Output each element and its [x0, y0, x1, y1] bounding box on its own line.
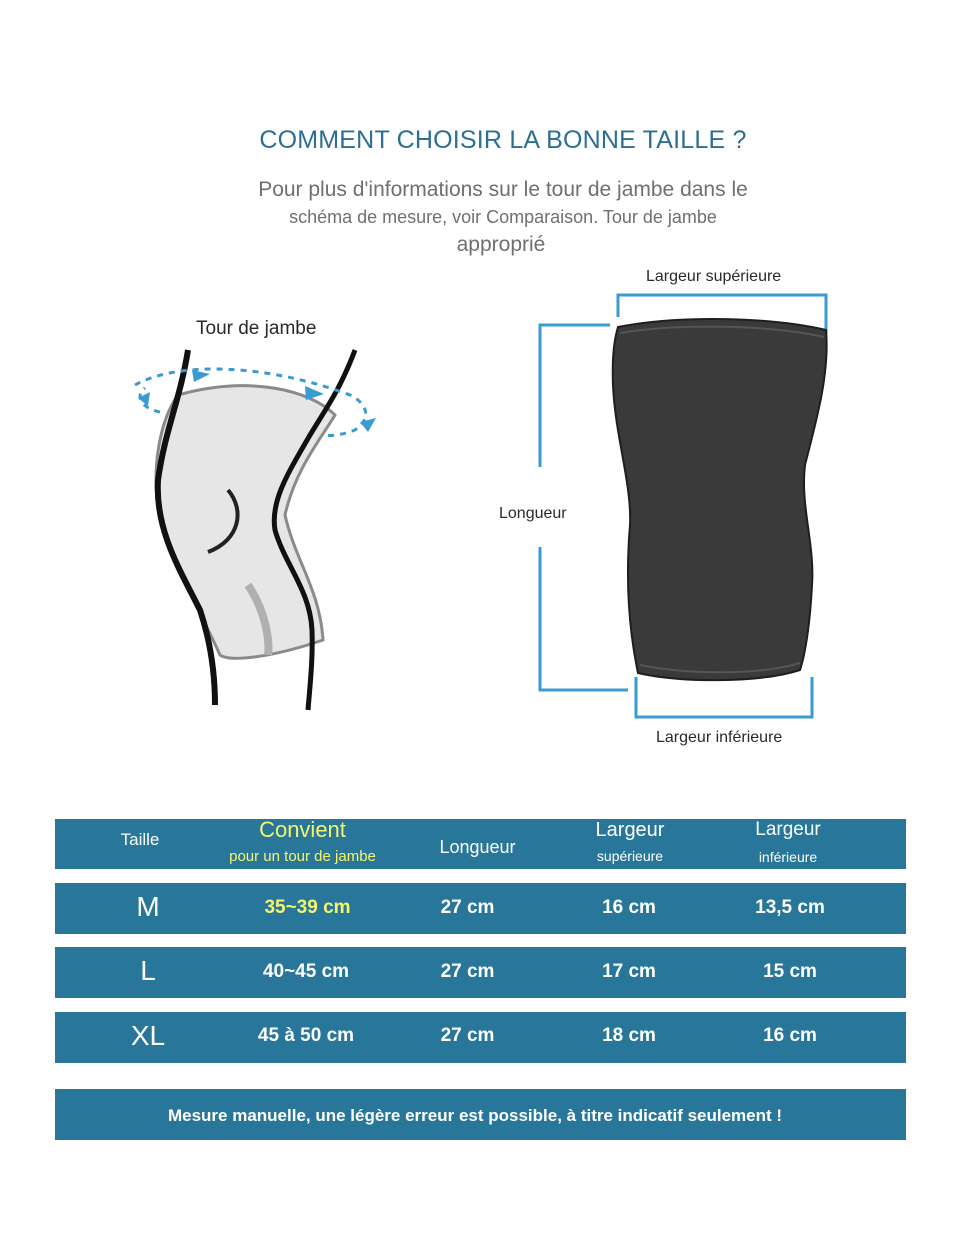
- top-width-cell: 17 cm: [602, 961, 656, 982]
- col-top-width-subheader: supérieure: [596, 848, 664, 864]
- col-top-width-header: Largeur: [595, 819, 665, 841]
- length-bracket-bottom: [540, 547, 628, 690]
- subtitle-line-2: schéma de mesure, voir Comparaison. Tour de jambe: [289, 207, 717, 227]
- bottom-width-cell: 13,5 cm: [755, 897, 825, 918]
- disclaimer-text: Mesure manuelle, une légère erreur est possible, à titre indicatif seulement !: [167, 1106, 783, 1125]
- col-bottom-width-header: Largeur: [755, 819, 821, 840]
- length-cell: 27 cm: [440, 1025, 495, 1046]
- bottom-width-cell: 15 cm: [763, 961, 817, 982]
- subtitle-line-3: approprié: [456, 233, 546, 256]
- length-cell: 27 cm: [440, 961, 495, 982]
- table-row-xl: [55, 1012, 906, 1063]
- size-cell: XL: [130, 1020, 166, 1051]
- bottom-width-bracket: [636, 677, 812, 717]
- fits-cell: 35~39 cm: [264, 897, 351, 918]
- col-fits-subheader: pour un tour de jambe: [229, 848, 376, 865]
- top-width-label: Largeur supérieure: [646, 268, 782, 285]
- size-table-header: [55, 819, 906, 869]
- bottom-width-label: Largeur inférieure: [656, 729, 783, 746]
- sleeve-illustration: [530, 285, 840, 730]
- col-bottom-width-subheader: inférieure: [758, 849, 818, 865]
- page-title: COMMENT CHOISIR LA BONNE TAILLE ?: [259, 126, 747, 154]
- size-cell: L: [140, 955, 156, 986]
- leg-illustration: [120, 340, 390, 720]
- top-width-cell: 18 cm: [602, 1025, 656, 1046]
- subtitle-line-1: Pour plus d'informations sur le tour de jambe dans le: [258, 178, 748, 201]
- table-row-l: [55, 947, 906, 998]
- arrow-head-2: [305, 386, 324, 400]
- fits-cell: 45 à 50 cm: [257, 1025, 355, 1046]
- col-fits-header: Convient: [259, 817, 346, 842]
- sleeve-shape: [613, 319, 827, 680]
- col-length-header: Longueur: [439, 837, 516, 857]
- length-cell: 27 cm: [440, 897, 495, 918]
- leg-circumference-label: Tour de jambe: [196, 318, 317, 339]
- length-bracket-top: [540, 325, 610, 467]
- bottom-width-cell: 16 cm: [763, 1025, 817, 1046]
- table-row-m: [55, 883, 906, 934]
- length-label: Longueur: [499, 505, 567, 522]
- fits-cell: 40~45 cm: [262, 961, 350, 982]
- col-size-header: Taille: [120, 830, 160, 849]
- size-cell: M: [136, 891, 160, 922]
- disclaimer-banner: [55, 1089, 906, 1140]
- top-width-cell: 16 cm: [602, 897, 656, 918]
- arrow-head-1: [192, 370, 210, 382]
